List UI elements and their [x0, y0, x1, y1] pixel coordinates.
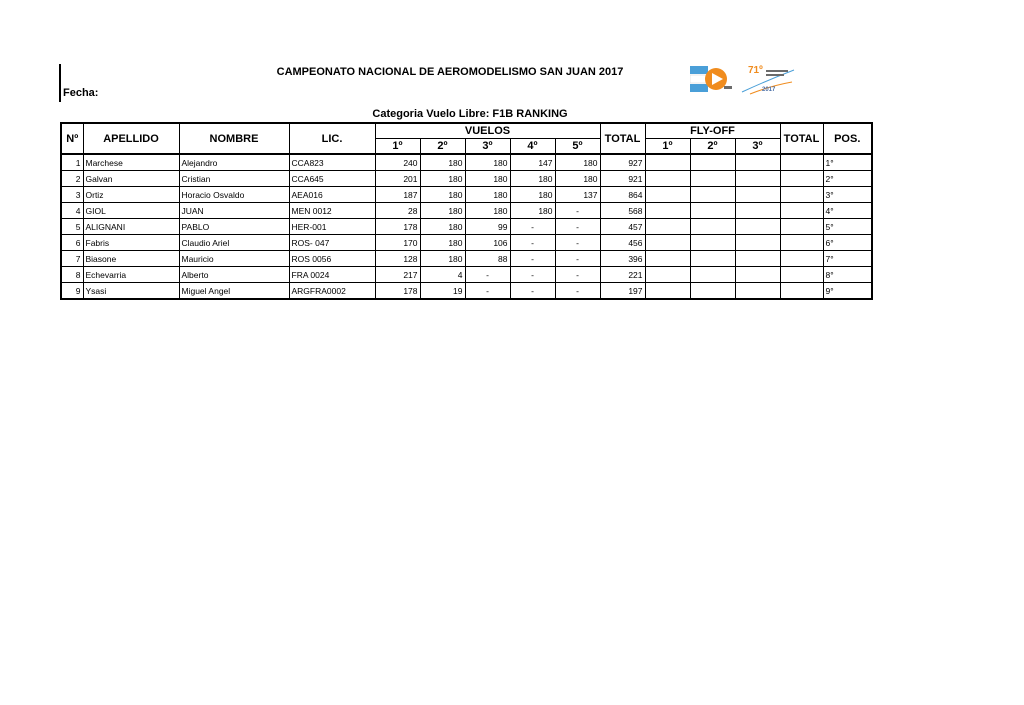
row-apellido: Marchese: [83, 154, 179, 171]
row-flyoff-2: [690, 154, 735, 171]
row-nombre: JUAN: [179, 203, 289, 219]
row-flyoff-1: [645, 267, 690, 283]
row-nombre: Alejandro: [179, 154, 289, 171]
row-total: 456: [600, 235, 645, 251]
row-apellido: GIOL: [83, 203, 179, 219]
row-vuelo-3: 88: [465, 251, 510, 267]
header-vuelos: VUELOS: [375, 123, 600, 139]
row-vuelo-1: 178: [375, 219, 420, 235]
row-vuelo-2: 19: [420, 283, 465, 300]
row-num: 5: [61, 219, 83, 235]
row-total: 197: [600, 283, 645, 300]
row-vuelo-1: 217: [375, 267, 420, 283]
header-apellido: APELLIDO: [83, 123, 179, 154]
row-flyoff-2: [690, 267, 735, 283]
row-nombre: PABLO: [179, 219, 289, 235]
row-flyoff-3: [735, 219, 780, 235]
row-flyoff-1: [645, 235, 690, 251]
row-lic: HER-001: [289, 219, 375, 235]
row-vuelo-3: 99: [465, 219, 510, 235]
row-pos: 2°: [823, 171, 872, 187]
row-flyoff-3: [735, 154, 780, 171]
row-flyoff-3: [735, 171, 780, 187]
row-total: 568: [600, 203, 645, 219]
header-pos: POS.: [823, 123, 872, 154]
row-vuelo-2: 180: [420, 187, 465, 203]
row-flyoff-2: [690, 283, 735, 300]
row-total-flyoff: [780, 235, 823, 251]
row-vuelo-4: -: [510, 267, 555, 283]
page-title: CAMPEONATO NACIONAL DE AEROMODELISMO SAN JUAN 2017: [276, 66, 624, 78]
row-vuelo-1: 240: [375, 154, 420, 171]
row-total-flyoff: [780, 251, 823, 267]
row-vuelo-3: 180: [465, 171, 510, 187]
row-apellido: Ysasi: [83, 283, 179, 300]
header-num: Nº: [61, 123, 83, 154]
row-lic: ROS- 047: [289, 235, 375, 251]
row-total: 921: [600, 171, 645, 187]
row-vuelo-2: 180: [420, 154, 465, 171]
row-apellido: Biasone: [83, 251, 179, 267]
row-lic: MEN 0012: [289, 203, 375, 219]
table-row: [61, 187, 872, 203]
table-row: [61, 235, 872, 251]
row-vuelo-5: -: [555, 283, 600, 300]
row-lic: ROS 0056: [289, 251, 375, 267]
row-flyoff-3: [735, 251, 780, 267]
row-vuelo-5: 180: [555, 171, 600, 187]
row-pos: 6°: [823, 235, 872, 251]
row-nombre: Alberto: [179, 267, 289, 283]
row-vuelo-4: 180: [510, 171, 555, 187]
row-apellido: Ortiz: [83, 187, 179, 203]
row-vuelo-4: -: [510, 251, 555, 267]
row-vuelo-3: -: [465, 283, 510, 300]
row-vuelo-3: 180: [465, 203, 510, 219]
row-vuelo-2: 180: [420, 235, 465, 251]
row-vuelo-5: -: [555, 267, 600, 283]
row-flyoff-3: [735, 203, 780, 219]
row-flyoff-2: [690, 203, 735, 219]
row-apellido: Fabris: [83, 235, 179, 251]
left-margin-rule: [59, 64, 61, 102]
row-vuelo-2: 180: [420, 251, 465, 267]
row-apellido: ALIGNANI: [83, 219, 179, 235]
row-total: 457: [600, 219, 645, 235]
table-row: [61, 154, 872, 171]
row-vuelo-2: 180: [420, 171, 465, 187]
header-flyoff-2: 2º: [690, 139, 735, 155]
row-num: 3: [61, 187, 83, 203]
row-flyoff-1: [645, 219, 690, 235]
row-vuelo-3: -: [465, 267, 510, 283]
row-vuelo-5: -: [555, 251, 600, 267]
row-vuelo-1: 187: [375, 187, 420, 203]
row-total: 221: [600, 267, 645, 283]
row-lic: CCA823: [289, 154, 375, 171]
row-flyoff-1: [645, 283, 690, 300]
row-vuelo-5: 180: [555, 154, 600, 171]
header-total-flyoff: TOTAL: [780, 123, 823, 154]
category-subtitle: Categoria Vuelo Libre: F1B RANKING: [372, 108, 568, 120]
row-lic: CCA645: [289, 171, 375, 187]
row-lic: AEA016: [289, 187, 375, 203]
row-total: 927: [600, 154, 645, 171]
row-total-flyoff: [780, 203, 823, 219]
table-row: [61, 171, 872, 187]
header-vuelo-3: 3º: [465, 139, 510, 155]
row-nombre: Cristian: [179, 171, 289, 187]
row-pos: 7°: [823, 251, 872, 267]
row-vuelo-4: 180: [510, 203, 555, 219]
row-apellido: Echevarria: [83, 267, 179, 283]
header-vuelo-5: 5º: [555, 139, 600, 155]
row-flyoff-3: [735, 267, 780, 283]
row-pos: 3°: [823, 187, 872, 203]
row-vuelo-2: 4: [420, 267, 465, 283]
flag-logo-icon: [690, 64, 734, 96]
row-pos: 8°: [823, 267, 872, 283]
row-total-flyoff: [780, 187, 823, 203]
row-vuelo-5: 137: [555, 187, 600, 203]
row-flyoff-2: [690, 187, 735, 203]
row-total: 396: [600, 251, 645, 267]
row-flyoff-1: [645, 154, 690, 171]
row-vuelo-5: -: [555, 235, 600, 251]
header-nombre: NOMBRE: [179, 123, 289, 154]
row-vuelo-2: 180: [420, 219, 465, 235]
row-lic: ARGFRA0002: [289, 283, 375, 300]
header-vuelo-2: 2º: [420, 139, 465, 155]
row-nombre: Mauricio: [179, 251, 289, 267]
row-flyoff-2: [690, 251, 735, 267]
row-flyoff-1: [645, 251, 690, 267]
row-flyoff-3: [735, 283, 780, 300]
row-vuelo-1: 170: [375, 235, 420, 251]
row-nombre: Miguel Angel: [179, 283, 289, 300]
header-vuelo-1: 1º: [375, 139, 420, 155]
table-row: [61, 219, 872, 235]
row-lic: FRA 0024: [289, 267, 375, 283]
row-vuelo-2: 180: [420, 203, 465, 219]
row-num: 4: [61, 203, 83, 219]
row-vuelo-4: -: [510, 219, 555, 235]
row-flyoff-2: [690, 171, 735, 187]
row-pos: 5°: [823, 219, 872, 235]
row-vuelo-3: 106: [465, 235, 510, 251]
table-row: [61, 203, 872, 219]
header-flyoff-1: 1º: [645, 139, 690, 155]
row-flyoff-1: [645, 203, 690, 219]
header-total: TOTAL: [600, 123, 645, 154]
row-flyoff-2: [690, 235, 735, 251]
row-vuelo-1: 201: [375, 171, 420, 187]
table-row: [61, 283, 872, 300]
row-vuelo-3: 180: [465, 187, 510, 203]
row-vuelo-3: 180: [465, 154, 510, 171]
row-flyoff-2: [690, 219, 735, 235]
header-flyoff: FLY-OFF: [645, 123, 780, 139]
row-pos: 1°: [823, 154, 872, 171]
row-vuelo-4: -: [510, 283, 555, 300]
row-vuelo-1: 128: [375, 251, 420, 267]
row-total-flyoff: [780, 283, 823, 300]
row-vuelo-5: -: [555, 219, 600, 235]
row-vuelo-1: 28: [375, 203, 420, 219]
row-num: 6: [61, 235, 83, 251]
row-nombre: Horacio Osvaldo: [179, 187, 289, 203]
fecha-label: Fecha:: [63, 87, 99, 99]
row-nombre: Claudio Ariel: [179, 235, 289, 251]
row-flyoff-1: [645, 171, 690, 187]
ranking-table: [60, 122, 873, 300]
row-total-flyoff: [780, 219, 823, 235]
row-num: 2: [61, 171, 83, 187]
header-lic: LIC.: [289, 123, 375, 154]
row-vuelo-4: 180: [510, 187, 555, 203]
row-pos: 9°: [823, 283, 872, 300]
table-row: [61, 251, 872, 267]
row-total-flyoff: [780, 171, 823, 187]
anniversary-logo-year: 2017: [762, 87, 776, 93]
row-flyoff-3: [735, 187, 780, 203]
header-vuelo-4: 4º: [510, 139, 555, 155]
row-total-flyoff: [780, 154, 823, 171]
row-total: 864: [600, 187, 645, 203]
row-vuelo-4: -: [510, 235, 555, 251]
row-pos: 4°: [823, 203, 872, 219]
row-vuelo-1: 178: [375, 283, 420, 300]
row-num: 8: [61, 267, 83, 283]
header-flyoff-3: 3º: [735, 139, 780, 155]
row-vuelo-4: 147: [510, 154, 555, 171]
row-flyoff-1: [645, 187, 690, 203]
anniversary-logo-number: 71º: [748, 65, 763, 76]
row-total-flyoff: [780, 267, 823, 283]
row-num: 9: [61, 283, 83, 300]
row-apellido: Galvan: [83, 171, 179, 187]
row-flyoff-3: [735, 235, 780, 251]
row-vuelo-5: -: [555, 203, 600, 219]
row-num: 7: [61, 251, 83, 267]
row-num: 1: [61, 154, 83, 171]
table-row: [61, 267, 872, 283]
anniversary-logo: [740, 62, 796, 98]
